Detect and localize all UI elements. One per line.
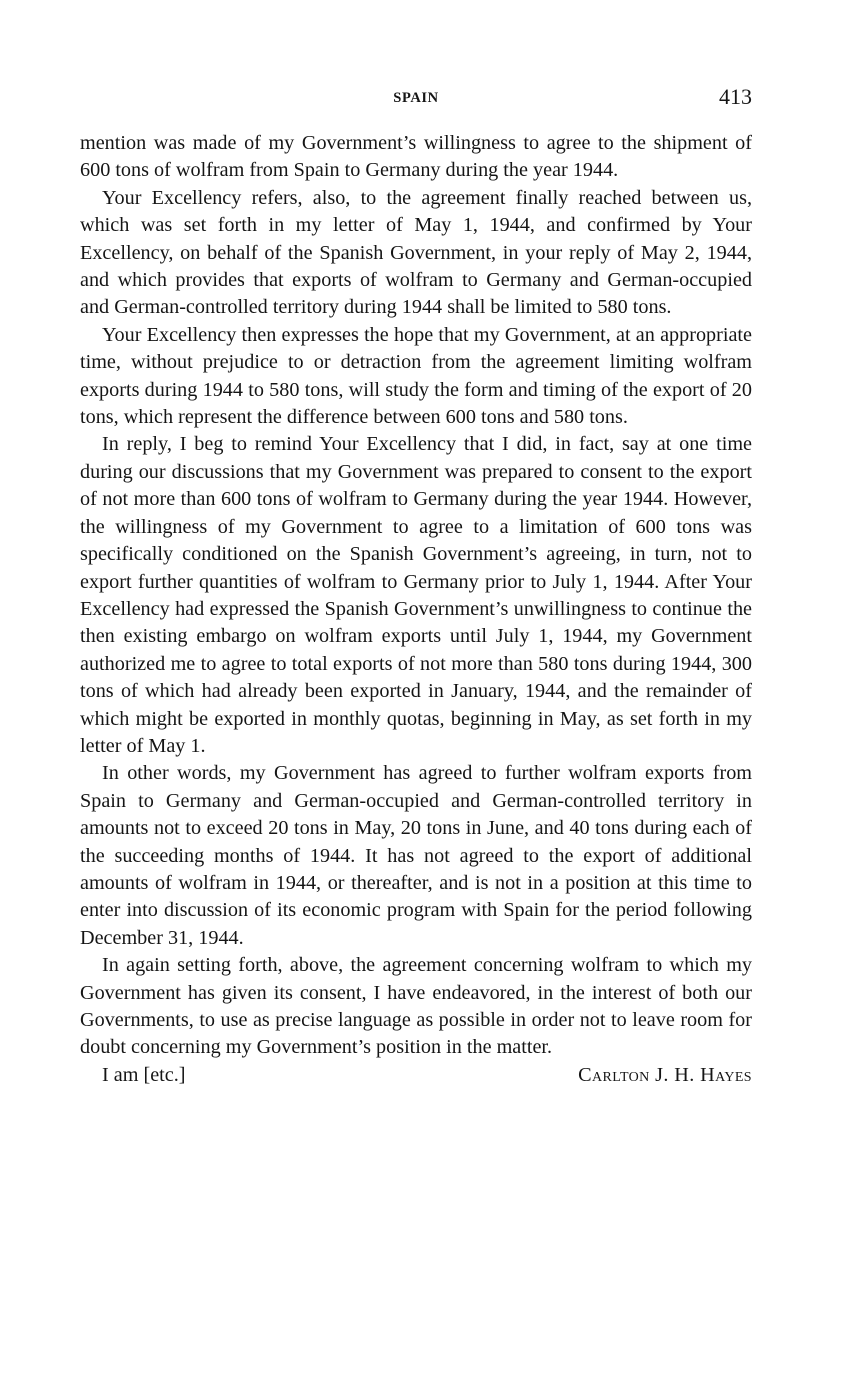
letter-closing — [80, 1062, 752, 1089]
paragraph: In reply, I beg to remind Your Excellency that I did, in fact, say at one time during our discussions that my Government was prepared to consent to the export of not more than 600 tons of wolfram to Germany during the year 1944. However, the willingness of my Government to agree to a limitation of 600 tons was specifically conditioned on the Spanish Government’s agreeing, in turn, not to export further quantities of wolfram to Germany prior to July 1, 1944. After Your Excellency had expressed the Spanish Government’s unwillingness to continue the then existing embargo on wolfram exports until July 1, 1944, my Government authorized me to agree to total exports of not more than 580 tons during 1944, 300 tons of which had already been exported in January, 1944, and the remainder of which might be exported in monthly quotas, beginning in May, as set forth in my letter of May 1. — [80, 433, 752, 757]
document-page — [80, 84, 752, 1089]
section-title: SPAIN — [393, 90, 439, 106]
signature: Carlton J. H. Hayes — [578, 1063, 752, 1086]
running-head — [80, 84, 752, 114]
paragraph: In other words, my Government has agreed to further wolfram exports from Spain to Germany and German-occupied and German-controlled territory in amounts not to exceed 20 tons in May, 20 tons in June, and 40 tons during each of the succeeding months of 1944. It has not agreed to the export of additional amounts of wolfram in 1944, or thereafter, and is not in a position at this time to enter into discussion of its economic program with Spain for the period following December 31, 1944. — [80, 762, 752, 949]
closing-salutation: I am [etc.] — [102, 1063, 186, 1086]
paragraph: Your Excellency refers, also, to the agreement finally reached between us, which was set forth in my letter of May 1, 1944, and confirmed by Your Excellency, on behalf of the Spanish Government, in your reply of May 2, 1944, and which provides that exports of wolfram to Germany and German-occupied and German-controlled territory during 1944 shall be limited to 580 tons. — [80, 186, 752, 319]
paragraph: Your Excellency then expresses the hope that my Government, at an appropriate time, without prejudice to or detraction from the agreement limiting wolfram exports during 1944 to 580 tons, will study the form and timing of the export of 20 tons, which represent the difference between 600 tons and 580 tons. — [80, 323, 752, 429]
paragraph: In again setting forth, above, the agreement concerning wolfram to which my Government has given its consent, I have endeavored, in the interest of both our Governments, to use as precise language as possible in order not to leave room for doubt concerning my Government’s position in the matter. — [80, 954, 752, 1059]
page-number: 413 — [719, 84, 752, 109]
paragraph-continuation: mention was made of my Government’s willingness to agree to the shipment of 600 tons of wolfram from Spain to Germany during the year 1944. — [80, 132, 752, 182]
letter-body — [80, 130, 752, 1089]
